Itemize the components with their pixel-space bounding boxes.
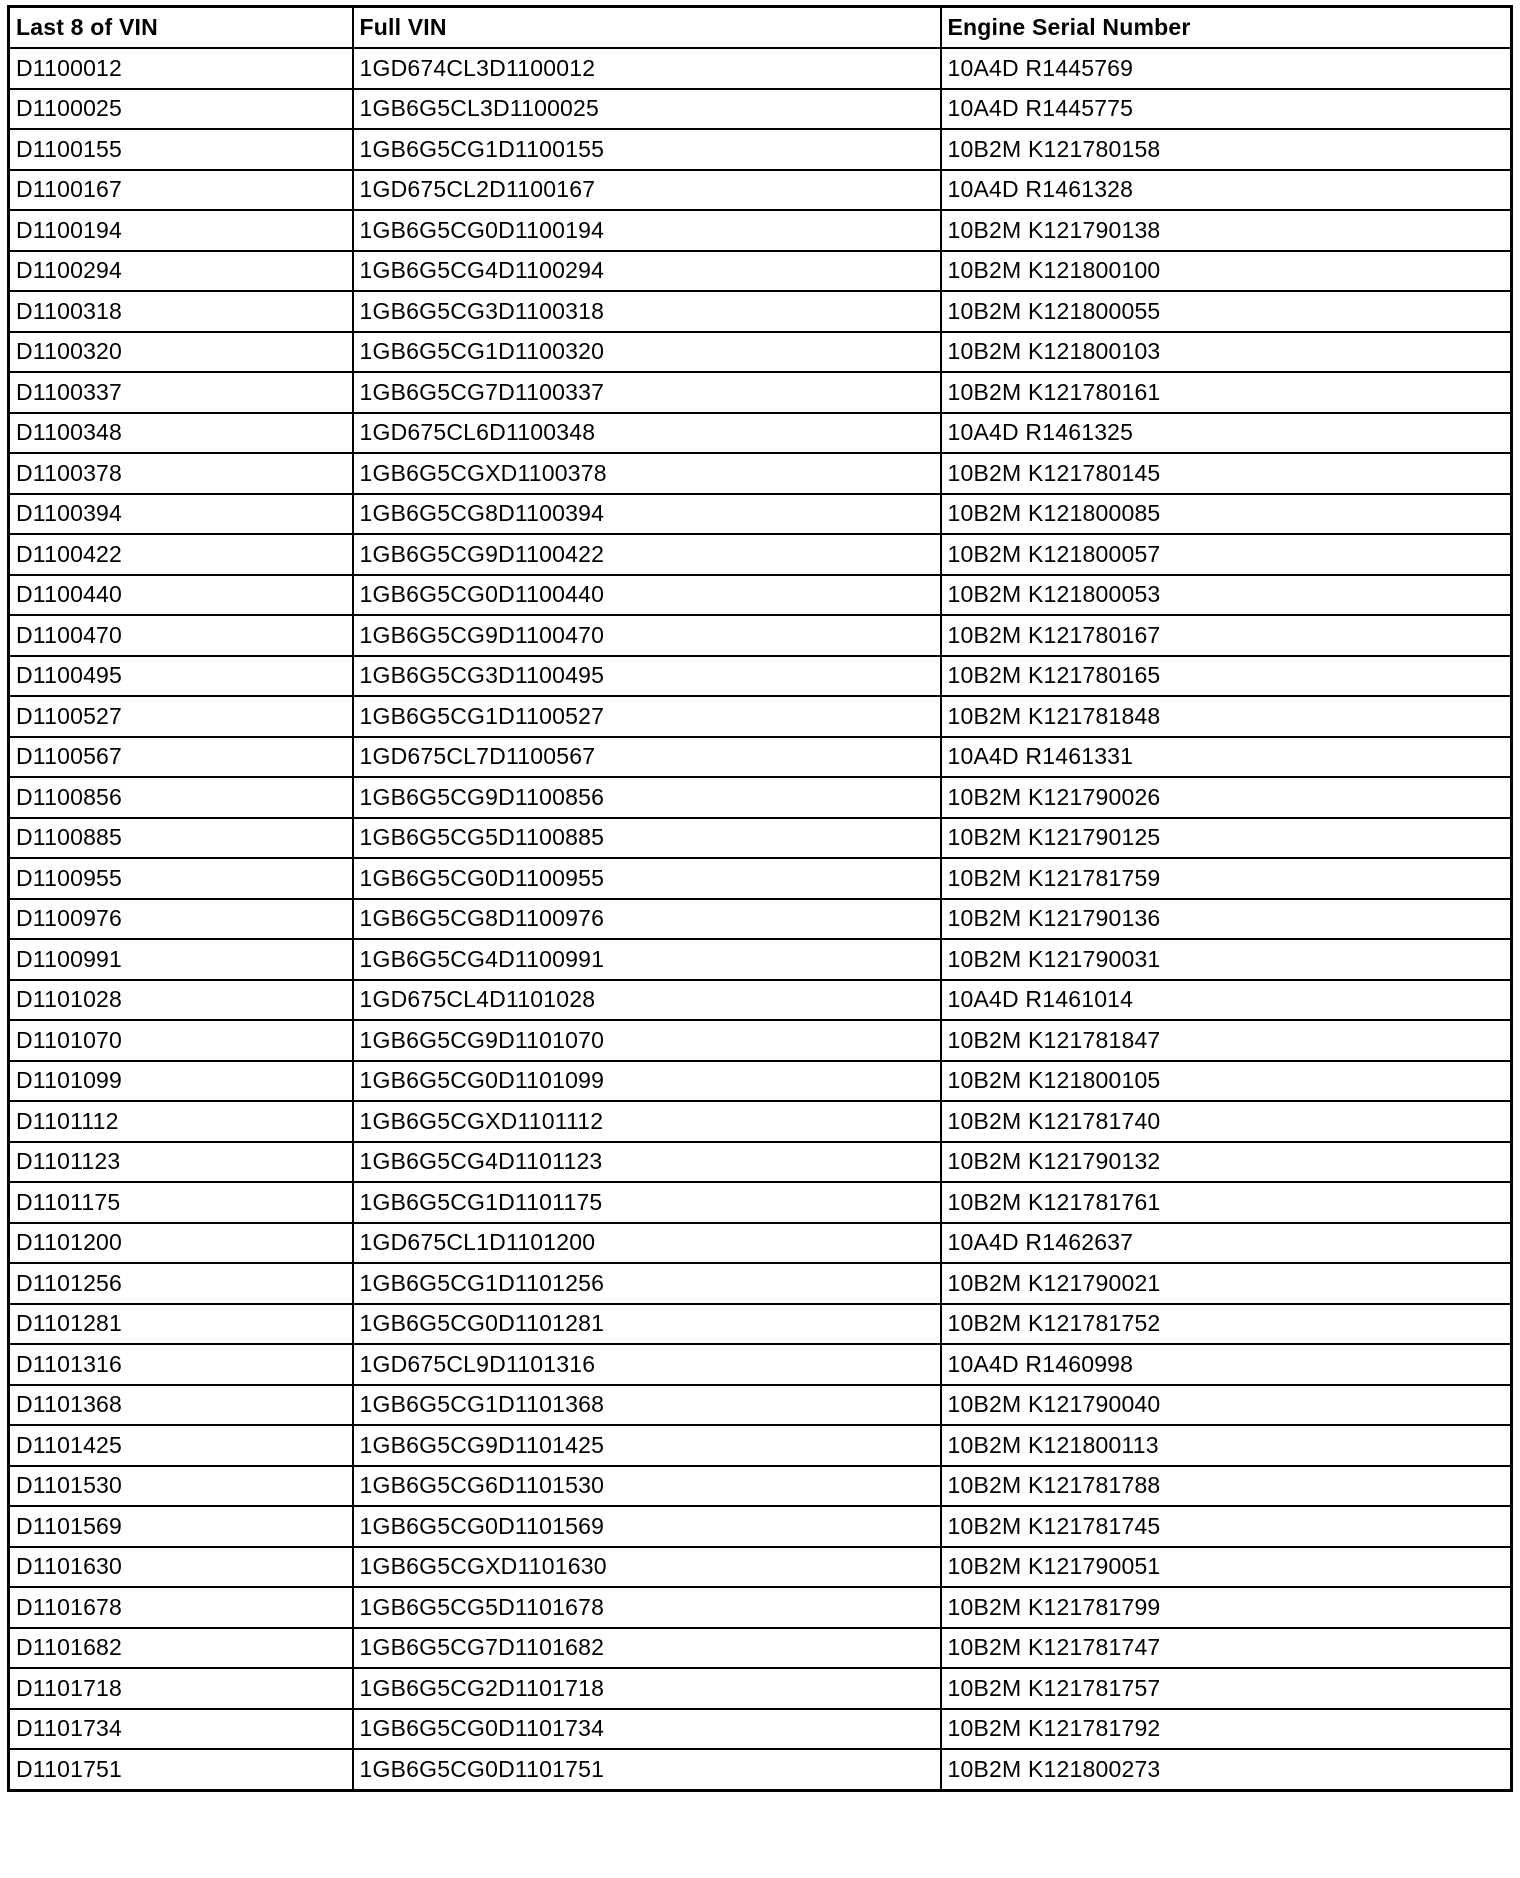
cell-last-8-of-vin: D1100567: [9, 737, 353, 778]
cell-engine-serial-number: 10B2M K121790051: [941, 1547, 1512, 1588]
cell-last-8-of-vin: D1100318: [9, 291, 353, 332]
cell-engine-serial-number: 10A4D R1461325: [941, 413, 1512, 454]
table-row: [9, 1749, 1512, 1790]
cell-last-8-of-vin: D1101200: [9, 1223, 353, 1264]
cell-engine-serial-number: 10B2M K121781847: [941, 1020, 1512, 1061]
cell-last-8-of-vin: D1100955: [9, 858, 353, 899]
cell-full-vin: 1GB6G5CG1D1101175: [353, 1182, 941, 1223]
cell-engine-serial-number: 10A4D R1461014: [941, 980, 1512, 1021]
cell-engine-serial-number: 10A4D R1462637: [941, 1223, 1512, 1264]
cell-last-8-of-vin: D1101530: [9, 1466, 353, 1507]
cell-engine-serial-number: 10B2M K121800105: [941, 1061, 1512, 1102]
cell-last-8-of-vin: D1100856: [9, 777, 353, 818]
cell-last-8-of-vin: D1100885: [9, 818, 353, 859]
cell-engine-serial-number: 10B2M K121790138: [941, 210, 1512, 251]
cell-engine-serial-number: 10B2M K121800103: [941, 332, 1512, 373]
header-full-vin: Full VIN: [353, 7, 941, 49]
table-row: [9, 291, 1512, 332]
cell-full-vin: 1GB6G5CL3D1100025: [353, 89, 941, 130]
cell-engine-serial-number: 10B2M K121790031: [941, 939, 1512, 980]
cell-last-8-of-vin: D1101425: [9, 1425, 353, 1466]
cell-last-8-of-vin: D1100294: [9, 251, 353, 292]
table-row: [9, 1223, 1512, 1264]
cell-last-8-of-vin: D1101630: [9, 1547, 353, 1588]
cell-full-vin: 1GB6G5CG0D1100194: [353, 210, 941, 251]
cell-full-vin: 1GB6G5CG7D1100337: [353, 372, 941, 413]
cell-full-vin: 1GB6G5CG1D1101256: [353, 1263, 941, 1304]
cell-full-vin: 1GB6G5CG4D1100294: [353, 251, 941, 292]
cell-engine-serial-number: 10B2M K121790026: [941, 777, 1512, 818]
cell-last-8-of-vin: D1101123: [9, 1142, 353, 1183]
table-row: [9, 656, 1512, 697]
cell-full-vin: 1GB6G5CG8D1100394: [353, 494, 941, 535]
cell-full-vin: 1GB6G5CG0D1101099: [353, 1061, 941, 1102]
cell-full-vin: 1GB6G5CG2D1101718: [353, 1668, 941, 1709]
cell-engine-serial-number: 10B2M K121781747: [941, 1628, 1512, 1669]
cell-engine-serial-number: 10B2M K121781757: [941, 1668, 1512, 1709]
cell-full-vin: 1GB6G5CG8D1100976: [353, 899, 941, 940]
table-row: [9, 1385, 1512, 1426]
cell-last-8-of-vin: D1100527: [9, 696, 353, 737]
table-row: [9, 89, 1512, 130]
cell-full-vin: 1GB6G5CG7D1101682: [353, 1628, 941, 1669]
table-row: [9, 899, 1512, 940]
table-row: [9, 575, 1512, 616]
cell-last-8-of-vin: D1100167: [9, 170, 353, 211]
cell-last-8-of-vin: D1101099: [9, 1061, 353, 1102]
table-row: [9, 1182, 1512, 1223]
cell-full-vin: 1GD675CL1D1101200: [353, 1223, 941, 1264]
vin-table-container: [7, 5, 1510, 1792]
cell-engine-serial-number: 10A4D R1460998: [941, 1344, 1512, 1385]
cell-engine-serial-number: 10B2M K121780158: [941, 129, 1512, 170]
cell-engine-serial-number: 10B2M K121781740: [941, 1101, 1512, 1142]
table-row: [9, 210, 1512, 251]
table-row: [9, 1344, 1512, 1385]
cell-full-vin: 1GB6G5CG0D1101569: [353, 1506, 941, 1547]
cell-last-8-of-vin: D1101281: [9, 1304, 353, 1345]
cell-last-8-of-vin: D1100440: [9, 575, 353, 616]
cell-engine-serial-number: 10A4D R1445775: [941, 89, 1512, 130]
table-row: [9, 1142, 1512, 1183]
cell-last-8-of-vin: D1101569: [9, 1506, 353, 1547]
cell-last-8-of-vin: D1101682: [9, 1628, 353, 1669]
cell-engine-serial-number: 10B2M K121781848: [941, 696, 1512, 737]
cell-full-vin: 1GB6G5CG0D1100440: [353, 575, 941, 616]
cell-full-vin: 1GB6G5CG9D1100422: [353, 534, 941, 575]
table-row: [9, 413, 1512, 454]
cell-engine-serial-number: 10B2M K121780161: [941, 372, 1512, 413]
cell-engine-serial-number: 10B2M K121780167: [941, 615, 1512, 656]
table-row: [9, 696, 1512, 737]
cell-engine-serial-number: 10A4D R1461328: [941, 170, 1512, 211]
cell-full-vin: 1GB6G5CG0D1100955: [353, 858, 941, 899]
table-row: [9, 858, 1512, 899]
table-row: [9, 1425, 1512, 1466]
cell-last-8-of-vin: D1100394: [9, 494, 353, 535]
table-row: [9, 1628, 1512, 1669]
cell-full-vin: 1GB6G5CG6D1101530: [353, 1466, 941, 1507]
table-row: [9, 534, 1512, 575]
cell-last-8-of-vin: D1100991: [9, 939, 353, 980]
cell-engine-serial-number: 10B2M K121790040: [941, 1385, 1512, 1426]
cell-last-8-of-vin: D1100194: [9, 210, 353, 251]
cell-full-vin: 1GB6G5CG1D1101368: [353, 1385, 941, 1426]
table-row: [9, 1587, 1512, 1628]
table-row: [9, 129, 1512, 170]
cell-last-8-of-vin: D1100155: [9, 129, 353, 170]
table-row: [9, 1668, 1512, 1709]
cell-last-8-of-vin: D1100495: [9, 656, 353, 697]
table-header: [9, 7, 1512, 49]
cell-full-vin: 1GD675CL4D1101028: [353, 980, 941, 1021]
table-row: [9, 170, 1512, 211]
cell-last-8-of-vin: D1100976: [9, 899, 353, 940]
cell-last-8-of-vin: D1100348: [9, 413, 353, 454]
cell-engine-serial-number: 10B2M K121781761: [941, 1182, 1512, 1223]
cell-engine-serial-number: 10B2M K121800085: [941, 494, 1512, 535]
cell-full-vin: 1GB6G5CGXD1101630: [353, 1547, 941, 1588]
table-row: [9, 453, 1512, 494]
table-row: [9, 1101, 1512, 1142]
cell-engine-serial-number: 10B2M K121781752: [941, 1304, 1512, 1345]
cell-full-vin: 1GB6G5CG1D1100527: [353, 696, 941, 737]
cell-full-vin: 1GB6G5CG3D1100495: [353, 656, 941, 697]
cell-last-8-of-vin: D1100337: [9, 372, 353, 413]
cell-last-8-of-vin: D1100378: [9, 453, 353, 494]
cell-engine-serial-number: 10B2M K121790136: [941, 899, 1512, 940]
cell-last-8-of-vin: D1100025: [9, 89, 353, 130]
table-row: [9, 818, 1512, 859]
cell-full-vin: 1GB6G5CG9D1101070: [353, 1020, 941, 1061]
cell-last-8-of-vin: D1101718: [9, 1668, 353, 1709]
cell-full-vin: 1GD675CL9D1101316: [353, 1344, 941, 1385]
cell-full-vin: 1GB6G5CG9D1101425: [353, 1425, 941, 1466]
vin-engine-table: [7, 5, 1513, 1792]
table-row: [9, 1547, 1512, 1588]
table-row: [9, 777, 1512, 818]
cell-last-8-of-vin: D1101368: [9, 1385, 353, 1426]
table-row: [9, 1263, 1512, 1304]
table-row: [9, 48, 1512, 89]
header-last-8-of-vin: Last 8 of VIN: [9, 7, 353, 49]
cell-engine-serial-number: 10B2M K121790021: [941, 1263, 1512, 1304]
cell-engine-serial-number: 10B2M K121800055: [941, 291, 1512, 332]
cell-full-vin: 1GB6G5CG4D1100991: [353, 939, 941, 980]
table-row: [9, 1304, 1512, 1345]
cell-engine-serial-number: 10B2M K121790125: [941, 818, 1512, 859]
cell-engine-serial-number: 10B2M K121790132: [941, 1142, 1512, 1183]
cell-full-vin: 1GB6G5CG3D1100318: [353, 291, 941, 332]
cell-full-vin: 1GB6G5CG0D1101281: [353, 1304, 941, 1345]
cell-last-8-of-vin: D1100012: [9, 48, 353, 89]
table-row: [9, 372, 1512, 413]
cell-engine-serial-number: 10B2M K121781792: [941, 1709, 1512, 1750]
cell-full-vin: 1GD675CL6D1100348: [353, 413, 941, 454]
cell-last-8-of-vin: D1101256: [9, 1263, 353, 1304]
cell-last-8-of-vin: D1101316: [9, 1344, 353, 1385]
cell-full-vin: 1GB6G5CG4D1101123: [353, 1142, 941, 1183]
header-engine-serial-number: Engine Serial Number: [941, 7, 1512, 49]
cell-last-8-of-vin: D1100470: [9, 615, 353, 656]
cell-last-8-of-vin: D1101175: [9, 1182, 353, 1223]
table-row: [9, 1061, 1512, 1102]
cell-full-vin: 1GB6G5CGXD1101112: [353, 1101, 941, 1142]
header-row: [9, 7, 1512, 49]
table-row: [9, 1466, 1512, 1507]
cell-full-vin: 1GB6G5CG9D1100856: [353, 777, 941, 818]
cell-last-8-of-vin: D1101028: [9, 980, 353, 1021]
cell-engine-serial-number: 10B2M K121780145: [941, 453, 1512, 494]
cell-full-vin: 1GD675CL2D1100167: [353, 170, 941, 211]
table-row: [9, 494, 1512, 535]
cell-full-vin: 1GB6G5CGXD1100378: [353, 453, 941, 494]
table-row: [9, 615, 1512, 656]
cell-full-vin: 1GB6G5CG1D1100320: [353, 332, 941, 373]
cell-last-8-of-vin: D1100422: [9, 534, 353, 575]
cell-engine-serial-number: 10A4D R1445769: [941, 48, 1512, 89]
cell-full-vin: 1GD674CL3D1100012: [353, 48, 941, 89]
table-row: [9, 332, 1512, 373]
cell-engine-serial-number: 10B2M K121781799: [941, 1587, 1512, 1628]
cell-last-8-of-vin: D1101751: [9, 1749, 353, 1790]
table-row: [9, 251, 1512, 292]
cell-engine-serial-number: 10A4D R1461331: [941, 737, 1512, 778]
cell-engine-serial-number: 10B2M K121800053: [941, 575, 1512, 616]
table-row: [9, 1709, 1512, 1750]
cell-full-vin: 1GB6G5CG5D1100885: [353, 818, 941, 859]
table-body: [9, 48, 1512, 1790]
cell-engine-serial-number: 10B2M K121781745: [941, 1506, 1512, 1547]
cell-full-vin: 1GB6G5CG0D1101734: [353, 1709, 941, 1750]
cell-last-8-of-vin: D1101112: [9, 1101, 353, 1142]
cell-last-8-of-vin: D1101678: [9, 1587, 353, 1628]
cell-last-8-of-vin: D1100320: [9, 332, 353, 373]
cell-engine-serial-number: 10B2M K121800100: [941, 251, 1512, 292]
table-row: [9, 1020, 1512, 1061]
cell-engine-serial-number: 10B2M K121781788: [941, 1466, 1512, 1507]
table-row: [9, 980, 1512, 1021]
cell-full-vin: 1GB6G5CG5D1101678: [353, 1587, 941, 1628]
table-row: [9, 1506, 1512, 1547]
cell-engine-serial-number: 10B2M K121800113: [941, 1425, 1512, 1466]
table-row: [9, 737, 1512, 778]
cell-last-8-of-vin: D1101070: [9, 1020, 353, 1061]
cell-last-8-of-vin: D1101734: [9, 1709, 353, 1750]
cell-engine-serial-number: 10B2M K121800273: [941, 1749, 1512, 1790]
cell-full-vin: 1GB6G5CG9D1100470: [353, 615, 941, 656]
table-row: [9, 939, 1512, 980]
cell-engine-serial-number: 10B2M K121800057: [941, 534, 1512, 575]
cell-full-vin: 1GB6G5CG0D1101751: [353, 1749, 941, 1790]
cell-full-vin: 1GD675CL7D1100567: [353, 737, 941, 778]
cell-engine-serial-number: 10B2M K121781759: [941, 858, 1512, 899]
cell-full-vin: 1GB6G5CG1D1100155: [353, 129, 941, 170]
cell-engine-serial-number: 10B2M K121780165: [941, 656, 1512, 697]
